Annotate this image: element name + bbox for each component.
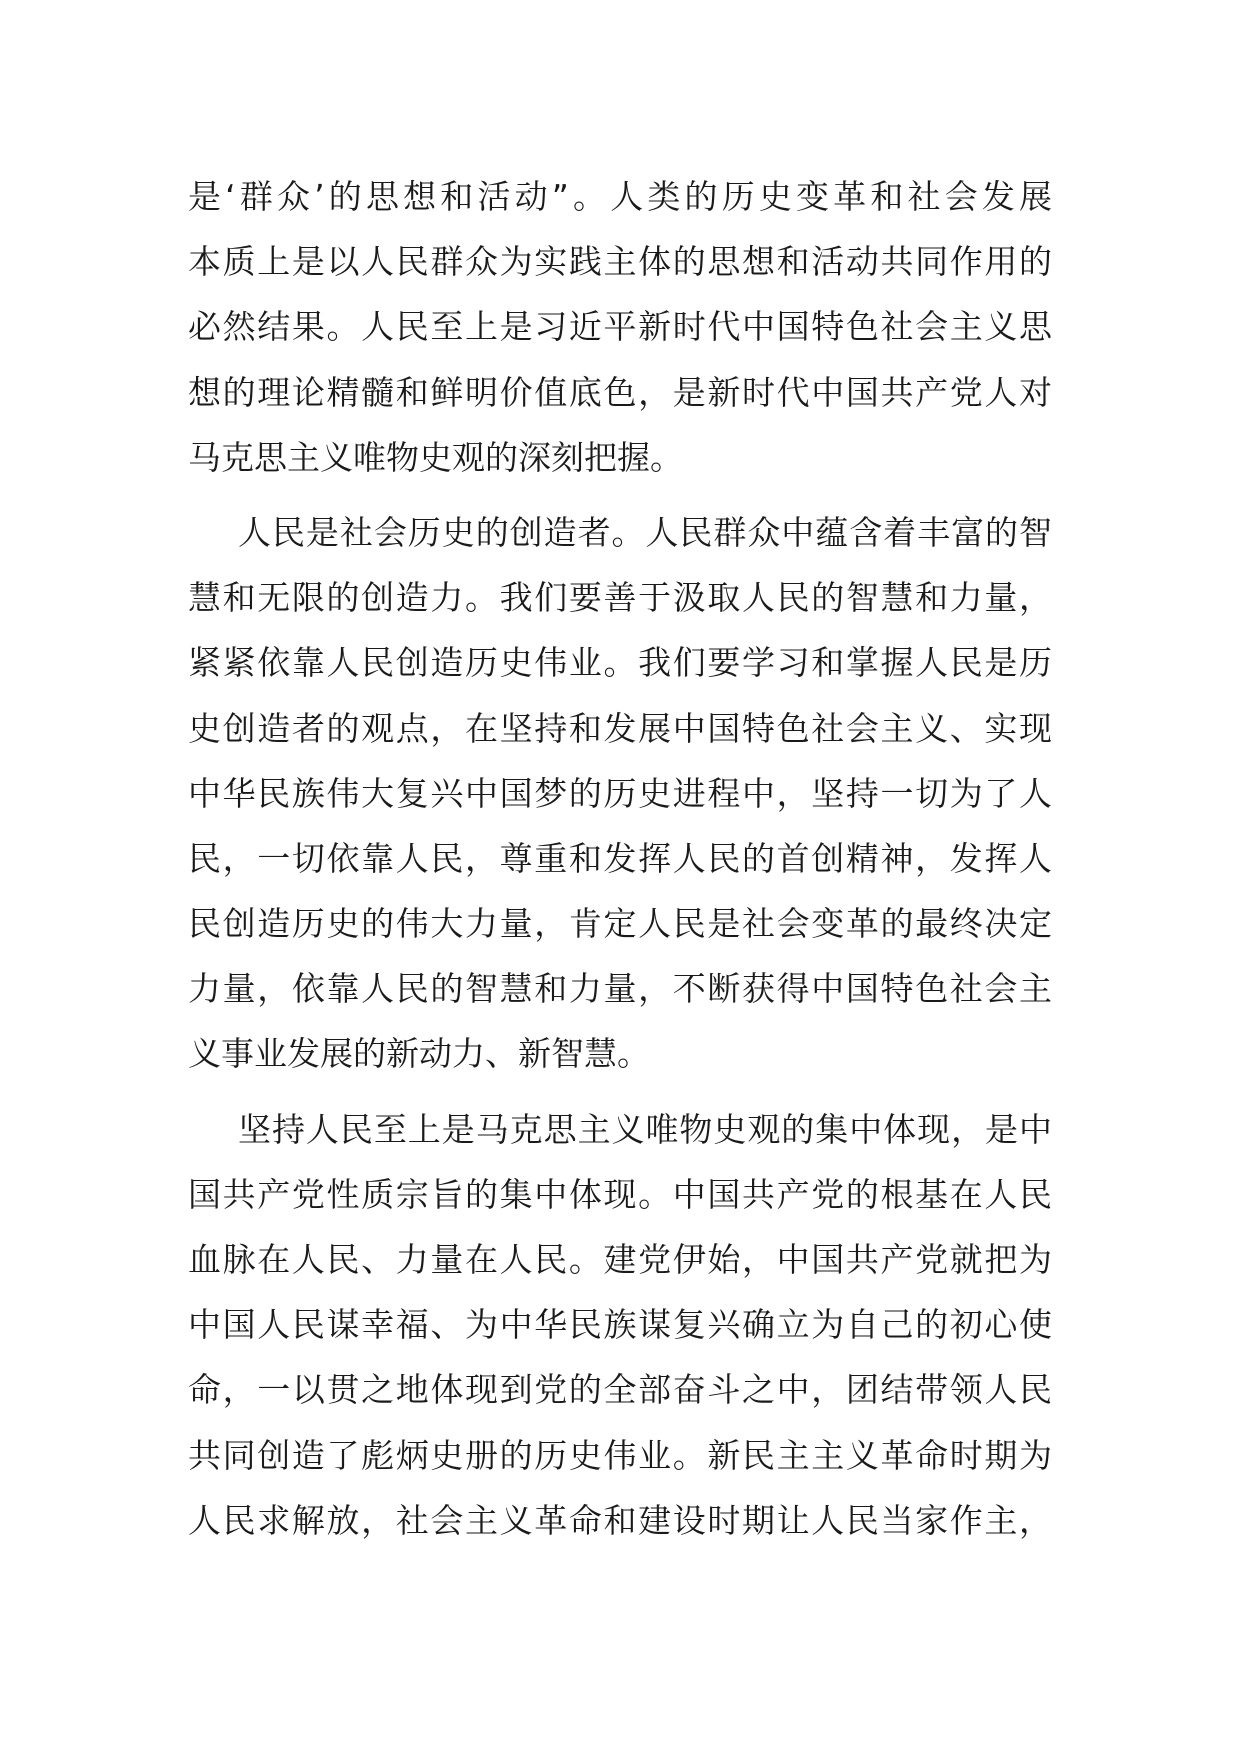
paragraph-1 <box>188 164 1052 490</box>
text-line: 史创造者的观点，在坚持和发展中国特色社会主义、实现 <box>188 708 1052 748</box>
text-line: 想的理论精髓和鲜明价值底色，是新时代中国共产党人对 <box>188 372 1052 412</box>
text-line: 共同创造了彪炳史册的历史伟业。新民主主义革命时期为 <box>188 1435 1052 1475</box>
text-line: 紧紧依靠人民创造历史伟业。我们要学习和掌握人民是历 <box>188 643 1052 683</box>
text-line: 民创造历史的伟大力量，肯定人民是社会变革的最终决定 <box>188 904 1052 944</box>
text-line: 慧和无限的创造力。我们要善于汲取人民的智慧和力量， <box>188 578 1052 618</box>
text-line: 义事业发展的新动力、新智慧。 <box>188 1034 650 1074</box>
text-line: 坚持人民至上是马克思主义唯物史观的集中体现，是中 <box>238 1109 1052 1149</box>
text-line: 血脉在人民、力量在人民。建党伊始，中国共产党就把为 <box>188 1240 1052 1279</box>
text-line: 中国人民谋幸福、为中华民族谋复兴确立为自己的初心使 <box>188 1305 1052 1345</box>
text-line: 国共产党性质宗旨的集中体现。中国共产党的根基在人民 <box>188 1174 1052 1214</box>
text-line: 命，一以贯之地体现到党的全部奋斗之中，团结带领人民 <box>188 1370 1052 1410</box>
text-line: 中华民族伟大复兴中国梦的历史进程中，坚持一切为了人 <box>188 773 1052 813</box>
text-line: 人民是社会历史的创造者。人民群众中蕴含着丰富的智 <box>238 512 1052 552</box>
text-line: 力量，依靠人民的智慧和力量，不断获得中国特色社会主 <box>188 969 1052 1009</box>
document-body <box>188 164 1052 1563</box>
text-line: 人民求解放，社会主义革命和建设时期让人民当家作主， <box>188 1500 1052 1540</box>
paragraph-3 <box>188 1097 1052 1553</box>
paragraph-2 <box>188 500 1052 1087</box>
text-line: 必然结果。人民至上是习近平新时代中国特色社会主义思 <box>188 307 1052 347</box>
text-line: 马克思主义唯物史观的深刻把握。 <box>188 437 683 477</box>
text-line: 本质上是以人民群众为实践主体的思想和活动共同作用的 <box>188 242 1052 282</box>
text-line: 民，一切依靠人民，尊重和发挥人民的首创精神，发挥人 <box>188 838 1052 878</box>
text-line: 是‘群众’的思想和活动”。人类的历史变革和社会发展 <box>188 177 1052 216</box>
